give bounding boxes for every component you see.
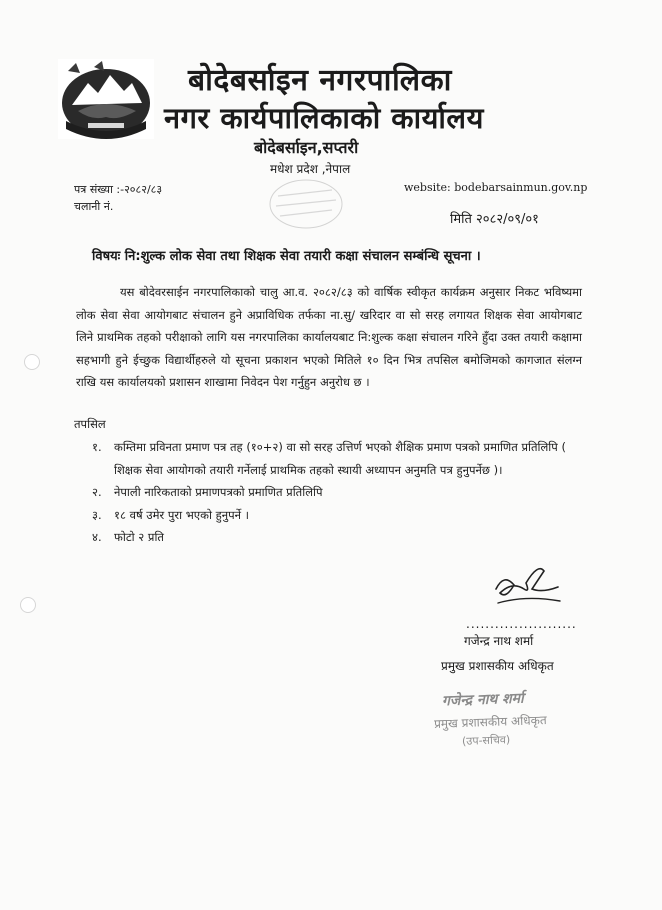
office-subtitle: नगर कार्यपालिकाको कार्यालय xyxy=(164,101,484,135)
stamp-note: (उप-सचिव) xyxy=(461,733,511,748)
faint-office-stamp xyxy=(266,176,346,232)
list-item xyxy=(92,481,592,504)
list-item xyxy=(92,504,592,527)
body-paragraph: यस बोदेवरसाईन नगरपालिकाको चालु आ.व. २०८२/८३ को वार्षिक स्वीकृत कार्यक्रम अनुसार निकट भविष्यमा लोक सेवा सेवा आयोगबाट संचालन हुने अप्राविधिक तर्फका ना.सु/ खरिदार वा सो सरह लगायत शिक्षक सेवा आयोगबाट लिने प्राथमिक तहको परीक्षाको लागि यस नगरपालिका कार्यालयबाट नि:शुल्क कक्षा संचालन गरिने हुँदा उक्त तयारी कक्षामा सहभागी हुने ईच्छुक विद्यार्थीहरुले यो सूचना प्रकाशन भएको मितिले १० दिन भित्र तपसिल बमोजिमको कागजात संलग्न राखि यस कार्यालयको प्रशासन शाखामा निवेदन पेश गर्नुहुन अनुरोध छ । xyxy=(76,285,582,389)
office-location: बोदेबर्साइन,सप्तरी xyxy=(254,138,359,157)
tapasil-label: तपसिल xyxy=(74,417,106,431)
letter-date: मिति २०८२/०९/०१ xyxy=(450,212,539,227)
stamp-title: प्रमुख प्रशासकीय अधिकृत xyxy=(433,713,547,731)
signature-dots: ....................... xyxy=(466,617,577,631)
office-province: मधेश प्रदेश ,नेपाल xyxy=(270,162,351,176)
punch-hole xyxy=(20,597,36,613)
handwritten-signature xyxy=(486,559,564,615)
list-item-number: १. xyxy=(92,440,102,454)
patra-sankhya: पत्र संख्या :-२०८२/८३ xyxy=(74,183,163,196)
stamp-name: गजेन्द्र नाथ शर्मा xyxy=(441,690,524,710)
chalani-number: चलानी नं. xyxy=(74,200,114,213)
government-emblem-icon xyxy=(58,59,154,139)
list-item-text: कम्तिमा प्रविनता प्रमाण पत्र तह (१०+२) वा सो सरह उत्तिर्ण भएको शैक्षिक प्रमाण पत्रको प्रमाणित प्रतिलिपि ( शिक्षक सेवा आयोगको तयारी गर्नेलाई प्राथमिक तहको स्थायी अध्यापन अनुमति पत्र हुनुपर्नेछ )। xyxy=(114,440,566,477)
requirements-list xyxy=(92,436,592,549)
list-item xyxy=(92,526,592,549)
list-item-number: २. xyxy=(92,485,102,499)
list-item-number: ३. xyxy=(92,507,102,522)
list-item-text: फोटो २ प्रति xyxy=(114,530,164,544)
list-item xyxy=(92,436,592,481)
office-name: बोदेबर्साइन नगरपालिका xyxy=(188,63,452,98)
list-item-text: १८ वर्ष उमेर पुरा भएको हुनुपर्ने । xyxy=(114,507,250,522)
reference-block xyxy=(74,181,162,215)
list-item-text: नेपाली नारिकताको प्रमाणपत्रको प्रमाणित प्रतिलिपि xyxy=(114,485,323,499)
website-text: website: bodebarsainmun.gov.np xyxy=(404,181,588,194)
signer-title: प्रमुख प्रशासकीय अधिकृत xyxy=(441,659,554,673)
list-item-number: ४. xyxy=(92,530,102,544)
subject-line: विषयः नि:शुल्क लोक सेवा तथा शिक्षक सेवा तयारी कक्षा संचालन सम्बंन्धि सूचना । xyxy=(92,249,481,264)
signer-name: गजेन्द्र नाथ शर्मा xyxy=(464,634,534,648)
notice-body xyxy=(76,281,582,394)
punch-hole xyxy=(24,354,40,370)
